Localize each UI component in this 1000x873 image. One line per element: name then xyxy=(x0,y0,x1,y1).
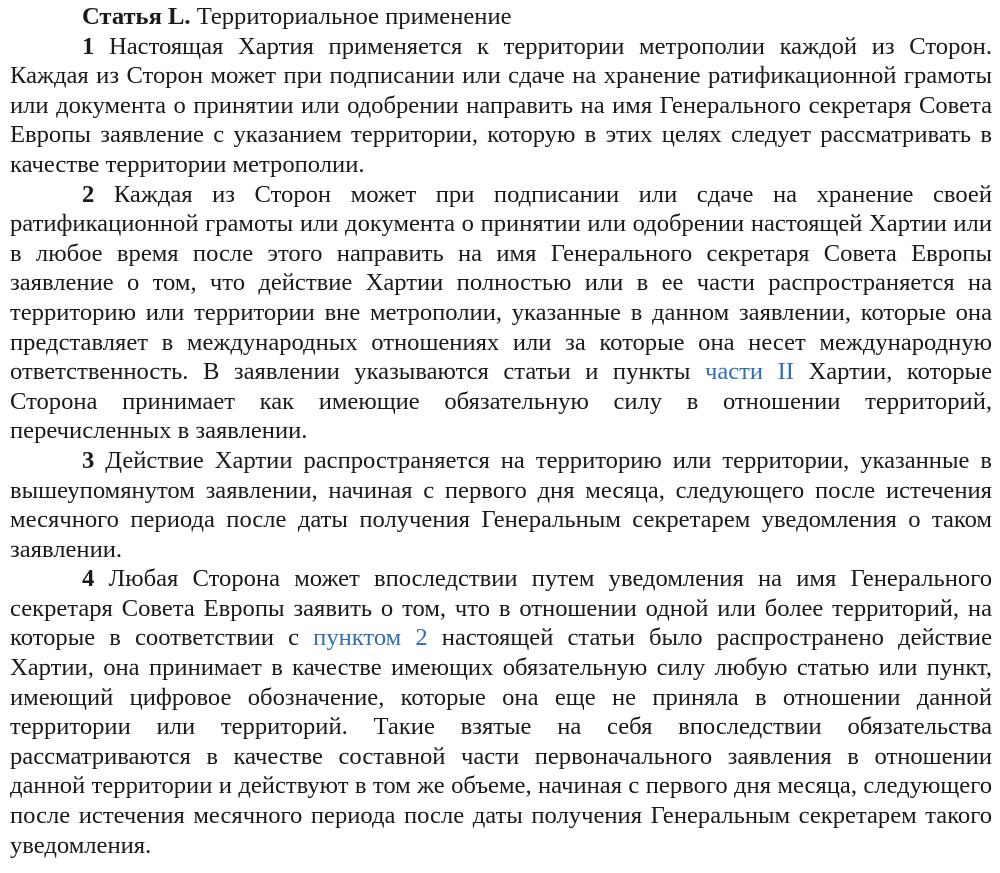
article-label: Статья L. xyxy=(82,3,191,30)
paragraph-number: 3 xyxy=(82,446,95,474)
paragraph-3 xyxy=(10,446,992,564)
article-heading xyxy=(10,2,992,32)
paragraph-number: 4 xyxy=(82,565,95,593)
article-title: Территориальное применение xyxy=(196,3,512,30)
paragraph-4 xyxy=(10,564,992,860)
paragraph-text-after-link: Хартии, которые Сторона принимает как имеющие обязательную силу в отношении территорий, перечисленных в заявлении. xyxy=(10,358,992,445)
paragraph-2-link[interactable]: пунктом 2 xyxy=(313,624,428,652)
paragraph-number: 2 xyxy=(82,180,95,208)
paragraph-text: Настоящая Хартия применяется к территории метрополии каждой из Сторон. Каждая из Сторон может при подписании или сдаче на хранение ратификационной грамоты или документа о принятии или одобрении направить на имя Генерального секретаря Совета Европы заявление с указанием территории, которую в этих целях следует рассматривать в качестве территории метрополии. xyxy=(10,32,992,178)
paragraph-text-before-link: Любая Сторона может впоследствии путем уведомления на имя Генерального секретаря Совета Европы заявить о том, что в отношении одной или более территорий, на которые в соответствии с xyxy=(10,565,992,652)
paragraph-text: Действие Хартии распространяется на территорию или территории, указанные в вышеупомянутом заявлении, начиная с первого дня месяца, следующего после истечения месячного периода после даты получения Генеральным секретарем уведомления о таком заявлении. xyxy=(10,446,992,563)
paragraph-2 xyxy=(10,180,992,446)
paragraph-1 xyxy=(10,32,992,180)
paragraph-number: 1 xyxy=(82,32,95,60)
paragraph-text-before-link: Каждая из Сторон может при подписании или сдаче на хранение своей ратификационной грамоты или документа о принятии или одобрении настоящей Хартии или в любое время после этого направить на имя Генерального секретаря Совета Европы заявление о том, что действие Хартии полностью или в ее части распространяется на территорию или территории вне метрополии, указанные в данном заявлении, которые она представляет в международных отношениях или за которые она несет международную ответственность. В заявлении указываются статьи и пункты xyxy=(10,180,992,386)
paragraph-text-after-link: настоящей статьи было распространено действие Хартии, она принимает в качестве имеющих обязательную силу любую статью или пункт, имеющий цифровое обозначение, которые она еще не приняла в отношении данной территории или территорий. Такие взятые на себя впоследствии обязательства рассматриваются в качестве составной части первоначального заявления в отношении данной территории и действуют в том же объеме, начиная с первого дня месяца, следующего после истечения месячного периода после даты получения Генеральным секретарем такого уведомления. xyxy=(10,624,992,859)
part-ii-link[interactable]: части II xyxy=(704,358,794,386)
